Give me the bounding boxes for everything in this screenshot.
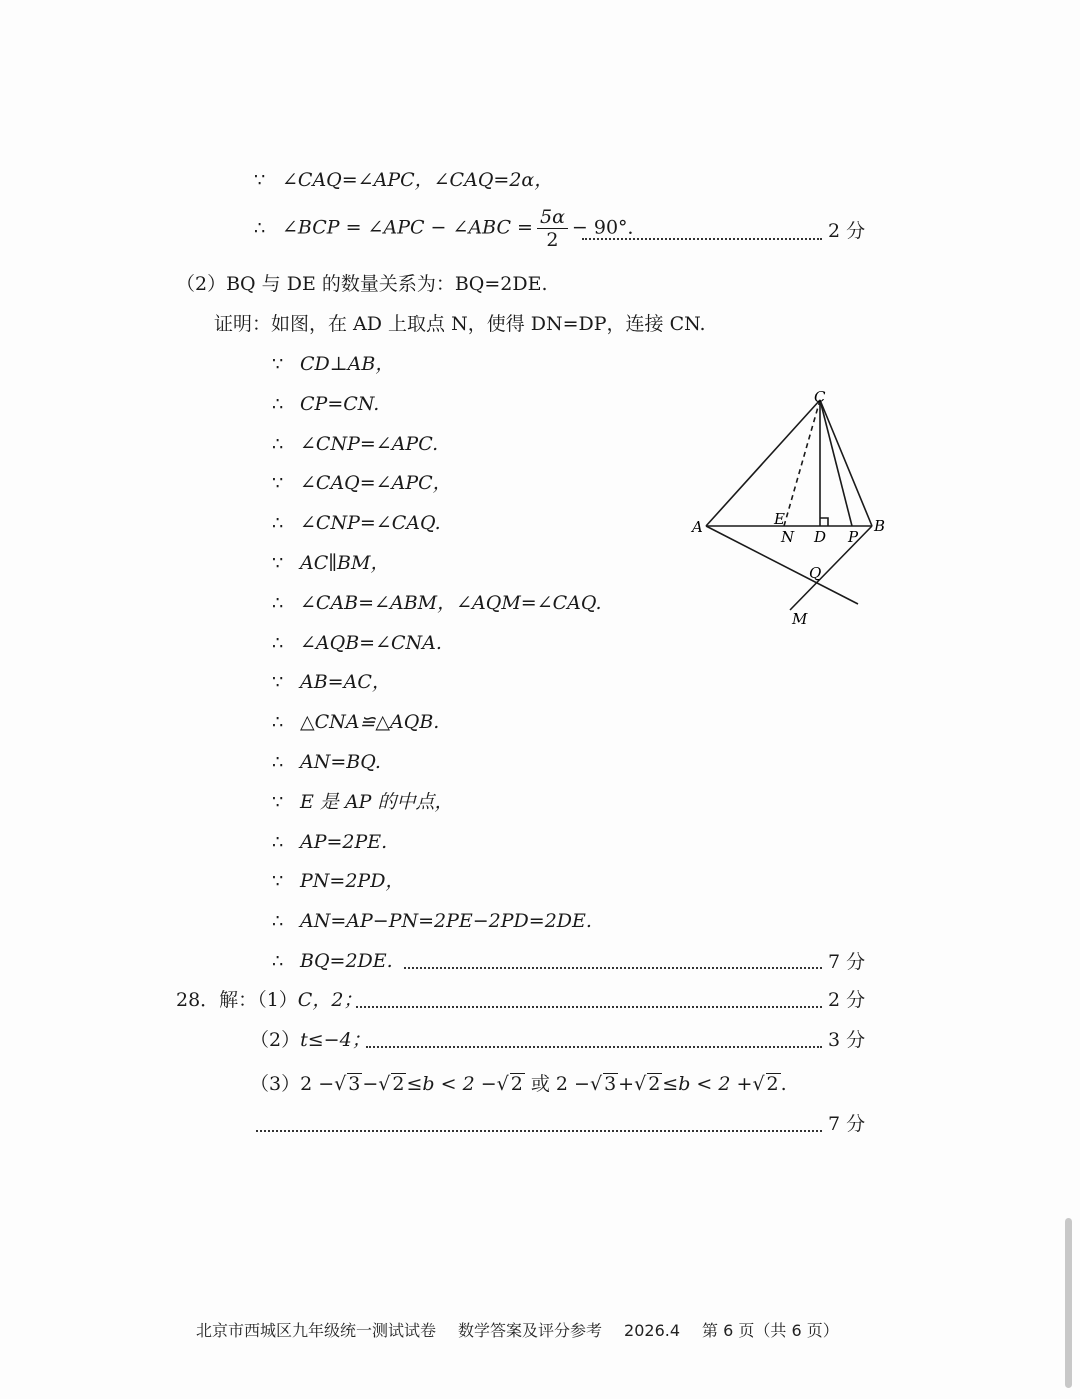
label-d: D xyxy=(814,528,827,546)
therefore-symbol: ∴ xyxy=(272,832,284,853)
therefore-symbol: ∴ xyxy=(272,513,284,534)
step-text: AC∥BM， xyxy=(300,552,390,574)
sqrt-radicand: 2 xyxy=(510,1073,523,1095)
proof-step xyxy=(272,670,391,695)
step-text-before: ∠BCP = ∠APC − ∠ABC = xyxy=(282,216,533,239)
sqrt-radicand: 2 xyxy=(648,1073,661,1095)
step-text: AB=AC， xyxy=(300,671,391,693)
right-angle-mark xyxy=(820,518,828,526)
expr-part: . xyxy=(780,1073,787,1095)
step-text: ∠CAQ=∠APC， xyxy=(300,472,452,494)
proof-step xyxy=(272,352,394,377)
fraction xyxy=(537,206,568,251)
therefore-symbol: ∴ xyxy=(254,217,266,239)
sqrt-radicand: 2 xyxy=(392,1073,405,1095)
sqrt-radicand: 3 xyxy=(348,1073,361,1095)
score-label: 7 分 xyxy=(828,951,866,973)
segment-bm xyxy=(790,526,872,610)
q28-line1 xyxy=(176,988,362,1012)
therefore-symbol: ∴ xyxy=(272,633,284,654)
proof-step xyxy=(272,392,379,417)
footer-date: 2026.4 xyxy=(624,1321,681,1340)
expr-part: ≤b < 2 + xyxy=(662,1073,753,1095)
step-text: BQ=2DE. xyxy=(300,950,393,972)
step-text: E 是 AP 的中点， xyxy=(300,791,454,813)
proof-step xyxy=(272,909,592,934)
step-text: ∠AQB=∠CNA. xyxy=(300,632,442,654)
proof-step xyxy=(272,471,452,496)
step-line-fraction xyxy=(254,206,647,251)
label-q: Q xyxy=(809,564,822,582)
sub-label: （2） xyxy=(250,1029,301,1051)
label-e: E xyxy=(774,510,785,528)
step-text: CD⊥AB， xyxy=(300,353,395,375)
because-symbol: ∵ xyxy=(254,170,266,191)
therefore-symbol: ∴ xyxy=(272,712,284,733)
proof-step xyxy=(272,591,602,616)
step-line xyxy=(254,168,553,193)
expr-part: − xyxy=(362,1073,379,1095)
expr-part: 2 − xyxy=(300,1073,335,1095)
label-c: C xyxy=(814,388,826,406)
because-symbol: ∵ xyxy=(272,473,284,494)
q28-label: 28．解： xyxy=(176,989,258,1011)
step-text: AP=2PE. xyxy=(300,831,388,853)
therefore-symbol: ∴ xyxy=(272,593,284,614)
vertical-scrollbar[interactable] xyxy=(1065,1218,1072,1388)
step-text: ∠CNP=∠APC. xyxy=(300,433,439,455)
step-text: AN=BQ. xyxy=(300,751,381,773)
fraction-denominator: 2 xyxy=(546,229,559,251)
segment-cp xyxy=(820,400,852,526)
proof-step xyxy=(272,432,438,457)
label-m: M xyxy=(792,610,808,628)
label-b: B xyxy=(874,517,886,535)
proof-step xyxy=(272,830,387,855)
therefore-symbol: ∴ xyxy=(272,434,284,455)
because-symbol: ∵ xyxy=(272,354,284,375)
because-symbol: ∵ xyxy=(272,553,284,574)
therefore-symbol: ∴ xyxy=(272,394,284,415)
therefore-symbol: ∴ xyxy=(272,911,284,932)
score-leader-dots xyxy=(582,236,822,240)
proof-intro: 证明：如图，在 AD 上取点 N，使得 DN=DP，连接 CN. xyxy=(214,313,706,335)
step-text: ∠CAB=∠ABM，∠AQM=∠CAQ. xyxy=(300,592,602,614)
therefore-symbol: ∴ xyxy=(272,752,284,773)
because-symbol: ∵ xyxy=(272,871,284,892)
expr-part: ≤b < 2 − xyxy=(406,1073,497,1095)
step-text: PN=2PD， xyxy=(300,870,405,892)
expr-part: 或 2 − xyxy=(530,1073,590,1095)
proof-step xyxy=(272,710,439,735)
q28-line3: （3）2 −√ 3 −√ 2 ≤b < 2 −√ 2 或 2 −√ 3 +√ 2 ≤b < 2 +√ 2 . xyxy=(250,1073,787,1095)
sqrt-radicand: 3 xyxy=(604,1073,617,1095)
score-leader-dots xyxy=(366,1044,822,1048)
step-text: △CNA≌△AQB. xyxy=(300,711,440,733)
score-leader-dots xyxy=(356,1004,822,1008)
answer-text: C，2； xyxy=(297,989,363,1011)
proof-step xyxy=(272,869,404,894)
step-text: AN=AP−PN=2PE−2PD=2DE. xyxy=(300,910,592,932)
part2-heading: （2）BQ 与 DE 的数量关系为：BQ=2DE. xyxy=(176,273,548,295)
sqrt-radicand: 2 xyxy=(766,1073,779,1095)
label-a: A xyxy=(692,518,703,536)
therefore-symbol: ∴ xyxy=(272,951,284,972)
score-label: 3 分 xyxy=(828,1029,866,1051)
score-label: 2 分 xyxy=(828,220,866,242)
step-text: CP=CN. xyxy=(300,393,380,415)
geometry-figure xyxy=(690,388,910,638)
score-label: 2 分 xyxy=(828,989,866,1011)
sub-label: （1） xyxy=(257,989,298,1011)
step-text: ∠CAQ=∠APC，∠CAQ=2α， xyxy=(282,169,554,191)
fraction-numerator: 5α xyxy=(537,206,568,229)
label-n: N xyxy=(781,528,795,546)
sub-label: （3） xyxy=(250,1073,301,1095)
score-leader-dots xyxy=(256,1128,822,1132)
because-symbol: ∵ xyxy=(272,672,284,693)
proof-step xyxy=(272,511,441,536)
proof-step xyxy=(272,949,393,974)
page-footer xyxy=(196,1318,861,1341)
segment-cb xyxy=(820,400,872,526)
footer-subject: 数学答案及评分参考 xyxy=(458,1321,603,1340)
proof-step xyxy=(272,790,454,815)
label-p: P xyxy=(848,528,859,546)
footer-exam: 北京市西城区九年级统一测试试卷 xyxy=(196,1321,437,1340)
proof-step xyxy=(272,551,389,576)
step-text-after: − 90°． xyxy=(571,216,647,239)
expr-part: + xyxy=(618,1073,635,1095)
because-symbol: ∵ xyxy=(272,792,284,813)
step-text: ∠CNP=∠CAQ. xyxy=(300,512,441,534)
footer-page: 第 6 页（共 6 页） xyxy=(702,1321,839,1340)
answer-text: t≤−4； xyxy=(300,1029,371,1051)
proof-step xyxy=(272,750,381,775)
score-leader-dots xyxy=(404,965,822,969)
segment-ca xyxy=(706,400,820,526)
proof-step xyxy=(272,631,442,656)
q28-line2 xyxy=(250,1028,371,1052)
score-label: 7 分 xyxy=(828,1113,866,1135)
